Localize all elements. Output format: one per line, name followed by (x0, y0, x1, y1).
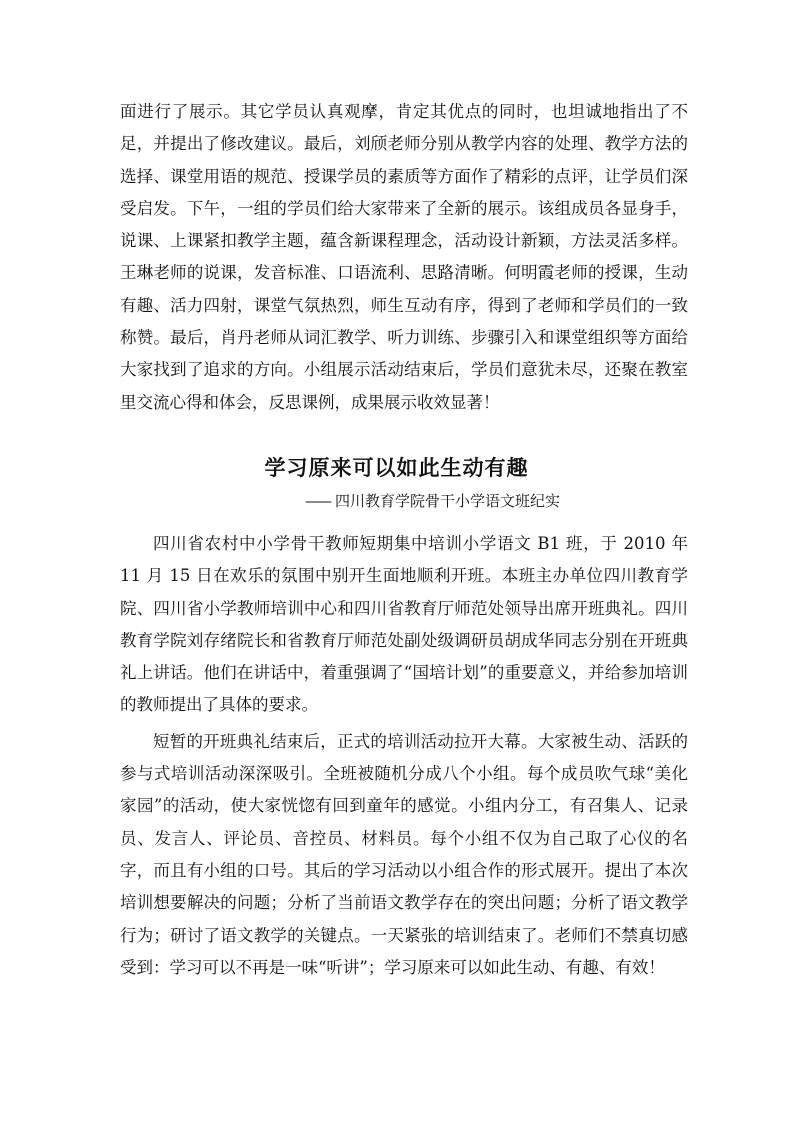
body-paragraph: 四川省农村中小学骨干教师短期集中培训小学语文 B1 班，于 2010 年 11 月 15 日在欢乐的氛围中别开生面地顺利开班。本班主办单位四川教育学院、四川省小学教师培训中心和四川省教育厅师范处领导出席开班典礼。四川教育学院刘存绪院长和省教育厅师范处副处级调研员胡成华同志分别在开班典礼上讲话。他们在讲话中，着重强调了“国培计划”的重要意义，并给参加培训的教师提出了具体的要求。 (120, 534, 688, 715)
body-paragraph: 短暂的开班典礼结束后，正式的培训活动拉开大幕。大家被生动、活跃的参与式培训活动深深吸引。全班被随机分成八个小组。每个成员吹气球“美化家园”的活动，使大家恍惚有回到童年的感觉。小组内分工，有召集人、记录员、发言人、评论员、音控员、材料员。每个小组不仅为自己取了心仪的名字，而且有小组的口号。其后的学习活动以小组合作的形式展开。提出了本次培训想要解决的问题；分析了当前语文教学存在的突出问题；分析了语文教学行为；研讨了语文教学的关键点。一天紧张的培训结束了。老师们不禁真切感受到：学习可以不再是一味“听讲”；学习原来可以如此生动、有趣、有效！ (120, 731, 688, 977)
subtitle-text: 四川教育学院骨干小学语文班纪实 (335, 492, 561, 510)
article-subtitle (305, 490, 695, 511)
subtitle-dash: —— (305, 492, 329, 510)
intro-paragraph: 面进行了展示。其它学员认真观摩，肯定其优点的同时，也坦诚地指出了不足，并提出了修改建议。最后，刘颀老师分别从教学内容的处理、教学方法的选择、课堂用语的规范、授课学员的素质等方面作了精彩的点评，让学员们深受启发。下午，一组的学员们给大家带来了全新的展示。该组成员各显身手，说课、上课紧扣教学主题，蕴含新课程理念，活动设计新颖，方法灵活多样。王琳老师的说课，发音标准、口语流利、思路清晰。何明霞老师的授课，生动有趣、活力四射，课堂气氛热烈，师生互动有序，得到了老师和学员们的一致称赞。最后，肖丹老师从词汇教学、听力训练、步骤引入和课堂组织等方面给大家找到了追求的方向。小组展示活动结束后，学员们意犹未尽，还聚在教室里交流心得和体会，反思课例，成果展示收效显著！ (120, 102, 688, 412)
article-body (120, 528, 688, 988)
article-title: 学习原来可以如此生动有趣 (264, 455, 529, 480)
